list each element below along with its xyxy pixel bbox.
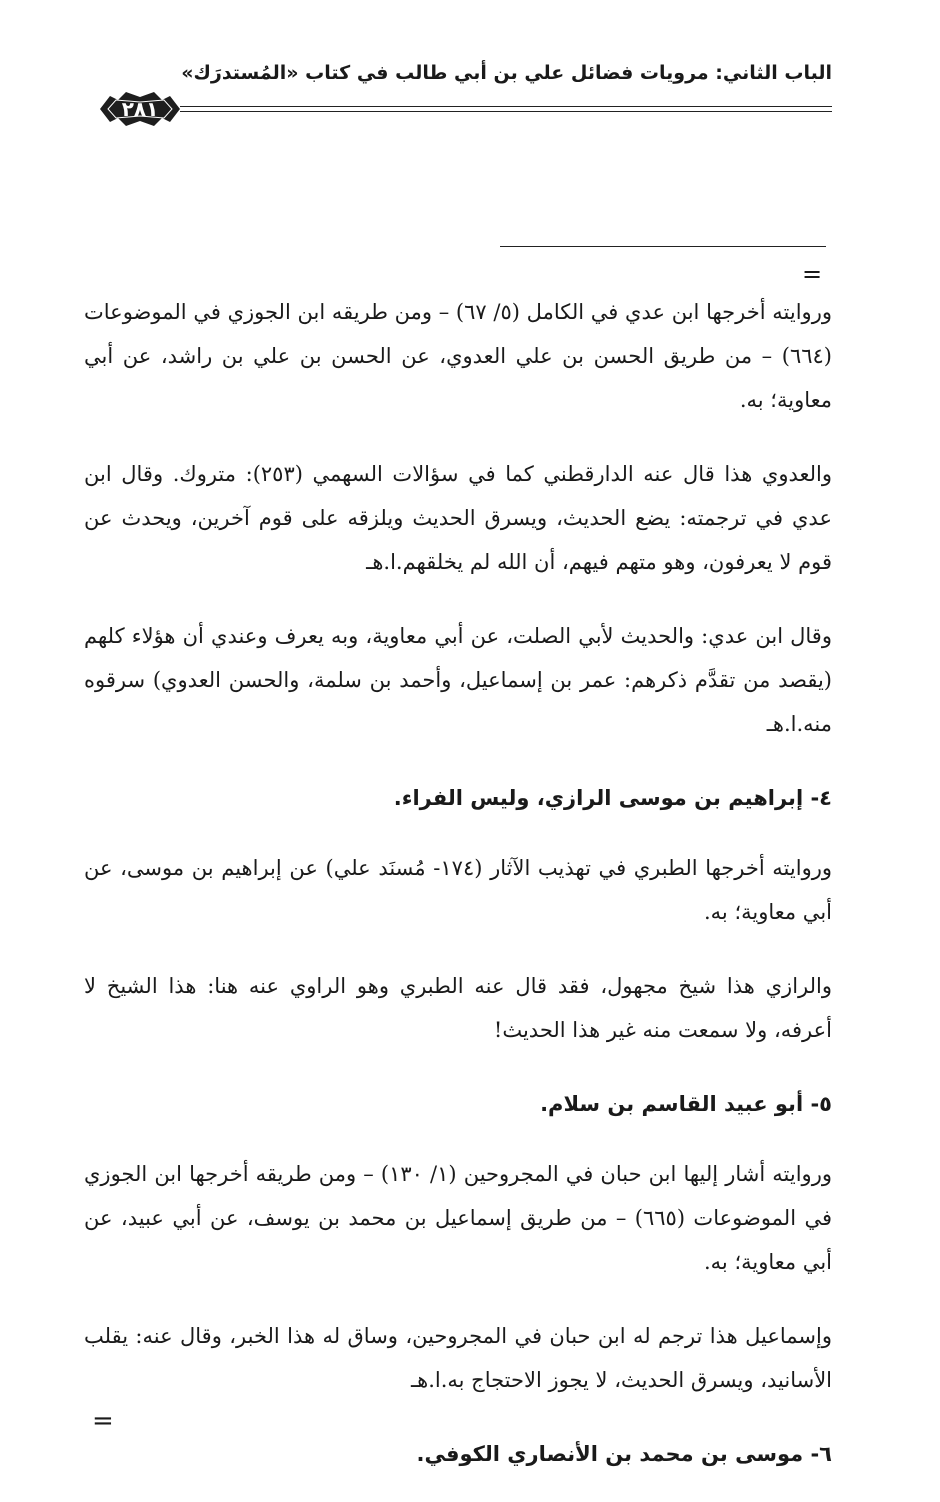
header-rule [180,106,832,112]
body-paragraph: وروايته أخرجها ابن عدي في الكامل (٥/ ٦٧) – ومن طريقه ابن الجوزي في الموضوعات (٦٦٤) – من طريق الحسن بن علي العدوي، عن الحسن بن علي بن راشد، عن أبي معاوية؛ به. [84,300,832,412]
body-paragraph: والرازي هذا شيخ مجهول، فقد قال عنه الطبري وهو الراوي عنه هنا: هذا الشيخ لا أعرفه، ولا سمعت منه غير هذا الحديث! [84,974,832,1042]
body-paragraph: وقال ابن عدي: والحديث لأبي الصلت، عن أبي معاوية، وبه يعرف وعندي أن هؤلاء كلهم (يقصد من تقدَّم ذكرهم: عمر بن إسماعيل، وأحمد بن سلمة، والحسن العدوي) سرقوه منه.ا.هـ [84,624,832,736]
body-paragraph: وروايته أشار إليها ابن حبان في المجروحين (١/ ١٣٠) – ومن طريقه أخرجها ابن الجوزي في الموضوعات (٦٦٥) – من طريق إسماعيل بن محمد بن يوسف، عن أبي عبيد، عن أبي معاوية؛ به. [84,1162,832,1274]
page-number: ٢٨١ [121,97,159,121]
page-number-medallion [96,88,184,130]
footnote-separator-rule [500,246,826,247]
running-header-title: الباب الثاني: مرويات فضائل علي بن أبي طالب في كتاب «المُستدرَك» [181,62,832,84]
body-paragraph: وروايته أخرجها الطبري في تهذيب الآثار (١٧٤- مُسنَد علي) عن إبراهيم بن موسى، عن أبي معاوية؛ به. [84,856,832,924]
narrator-heading: ٥- أبو عبيد القاسم بن سلام. [540,1092,832,1116]
page-body [84,290,832,1502]
narrator-heading: ٤- إبراهيم بن موسى الرازي، وليس الفراء. [393,786,832,810]
continuation-mark: = [802,260,823,288]
narrator-heading: ٦- موسى بن محمد بن الأنصاري الكوفي. [416,1442,832,1466]
footer-continuation-mark: = [92,1406,114,1436]
body-paragraph: وإسماعيل هذا ترجم له ابن حبان في المجروحين، وساق له هذا الخبر، وقال عنه: يقلب الأسانيد، ويسرق الحديث، لا يجوز الاحتجاج به.ا.هـ [84,1324,832,1392]
body-paragraph: والعدوي هذا قال عنه الدارقطني كما في سؤالات السهمي (٢٥٣): متروك. وقال ابن عدي في ترجمته: يضع الحديث، ويسرق الحديث ويلزقه على قوم آخرين، ويحدث عن قوم لا يعرفون، وهو متهم فيهم، أن الله لم يخلقهم.ا.هـ [84,462,832,574]
